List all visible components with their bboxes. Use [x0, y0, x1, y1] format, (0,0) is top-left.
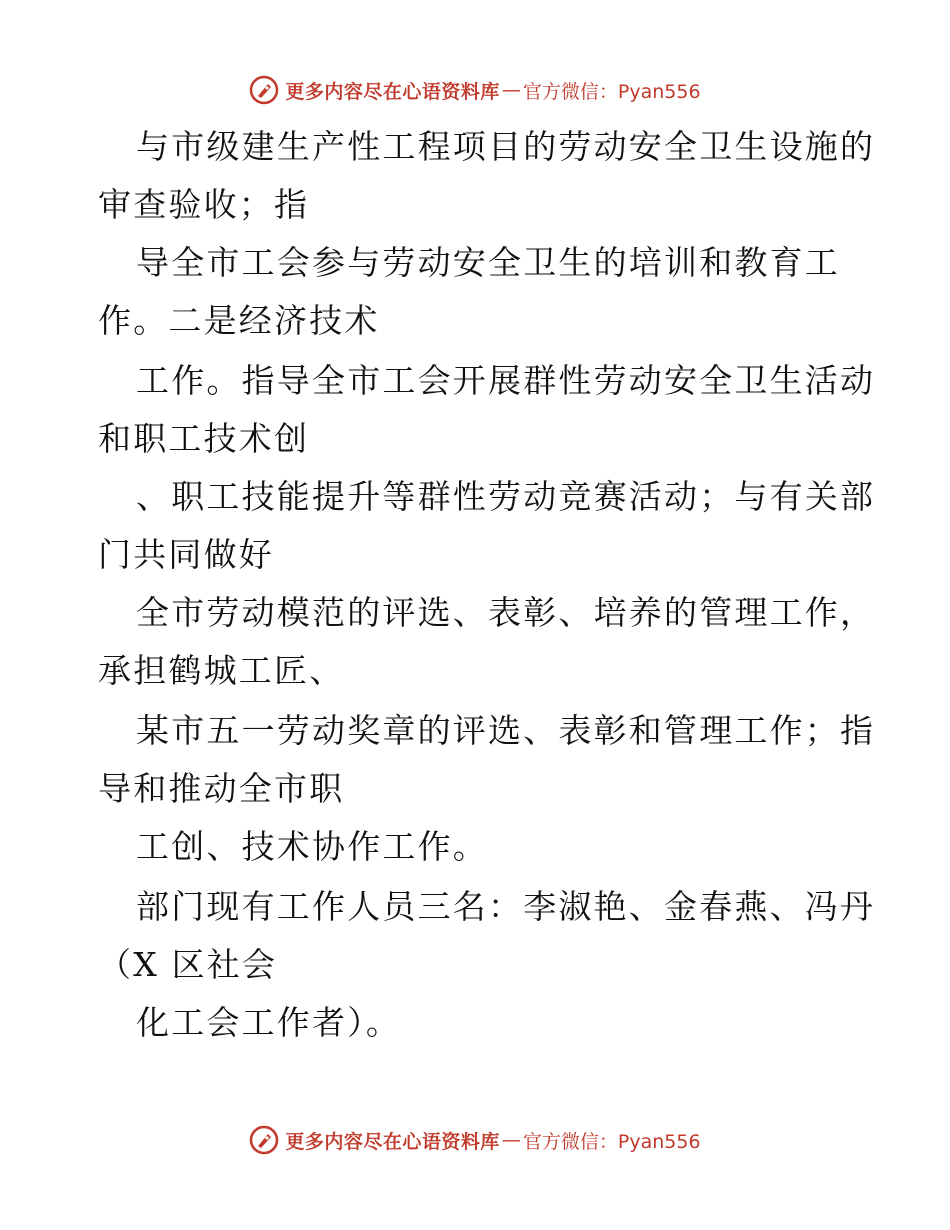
- paragraph-line: （X 区社会: [98, 945, 278, 984]
- paragraph-line: 全市劳动模范的评选、表彰、培养的管理工作，: [136, 593, 876, 632]
- paragraph-line: 导全市工会参与劳动安全卫生的培训和教育工: [136, 243, 840, 282]
- paragraph-line: 与市级建生产性工程项目的劳动安全卫生设施的: [136, 127, 876, 166]
- banner-wechat: 官方微信：Pyan556: [522, 80, 701, 103]
- header-banner: [0, 70, 950, 110]
- paragraph-line: 和职工技术创: [98, 419, 310, 458]
- banner-separator: —: [501, 79, 521, 101]
- banner-text: 更多内容尽在心语资料库: [285, 80, 500, 103]
- paragraph-line: 作。二是经济技术: [98, 301, 380, 340]
- paragraph-line: 承担鹤城工匠、: [98, 651, 345, 690]
- paragraph-line: 、职工技能提升等群性劳动竞赛活动；与有关部: [136, 477, 876, 516]
- paragraph-line: 工创、技术协作工作。: [136, 827, 488, 866]
- paragraph-line: 工作。指导全市工会开展群性劳动安全卫生活动: [136, 361, 876, 400]
- footer-banner: [0, 1120, 950, 1160]
- banner-text: 更多内容尽在心语资料库: [285, 1130, 500, 1153]
- banner-separator: —: [501, 1129, 521, 1151]
- paragraph-line: 门共同做好: [98, 535, 274, 574]
- pen-nib-icon: [249, 1125, 279, 1155]
- banner-wechat: 官方微信：Pyan556: [522, 1130, 701, 1153]
- pen-nib-icon: [249, 75, 279, 105]
- paragraph-line: 部门现有工作人员三名：李淑艳、金春燕、冯丹: [136, 887, 876, 926]
- paragraph-line: 审查验收；指: [98, 185, 310, 224]
- paragraph-line: 导和推动全市职: [98, 769, 345, 808]
- paragraph-line: 化工会工作者）。: [136, 1003, 402, 1042]
- paragraph-line: 某市五一劳动奖章的评选、表彰和管理工作；指: [136, 711, 876, 750]
